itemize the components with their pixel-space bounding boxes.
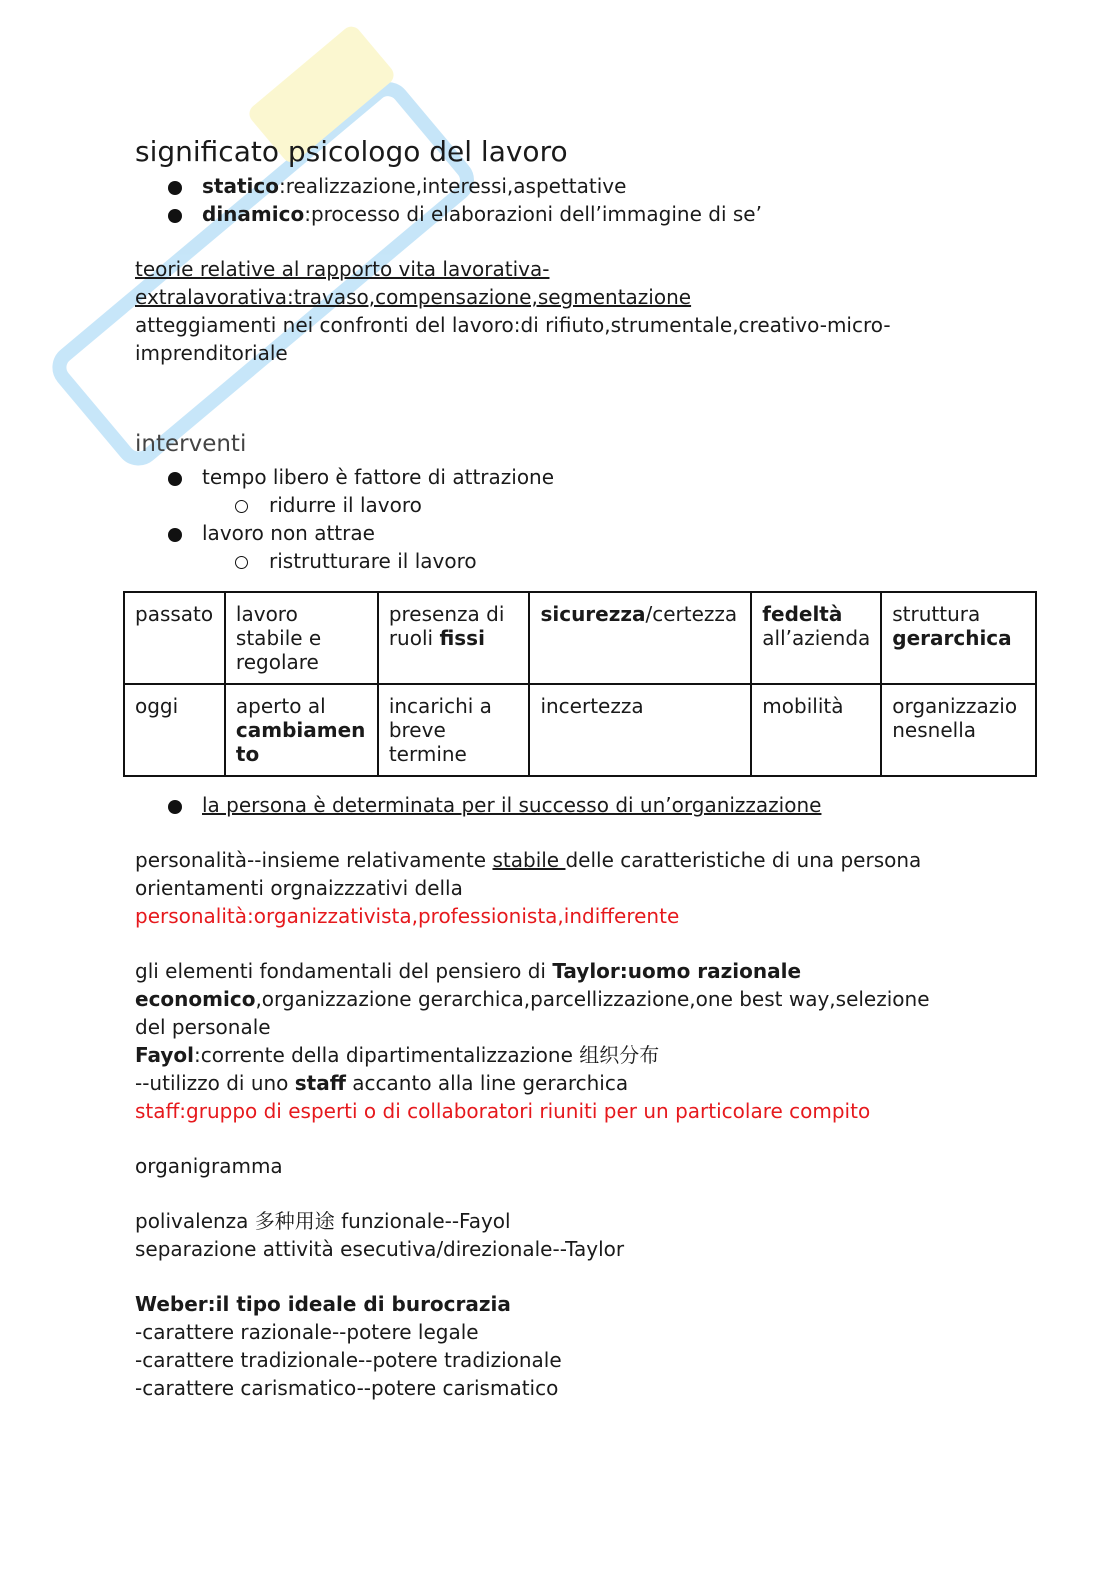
sub-list-item: ridurre il lavoro (135, 491, 1015, 519)
table-cell: oggi (124, 684, 225, 776)
attitudes-line: atteggiamenti nei confronti del lavoro:di rifiuto,strumentale,creativo-micro- (135, 313, 891, 337)
list-item: tempo libero è fattore di attrazione (135, 463, 1015, 491)
table-cell: presenza di ruoli fissi (378, 592, 530, 684)
theories-line: teorie relative al rapporto vita lavorativa- (135, 257, 550, 281)
table-cell: struttura gerarchica (881, 592, 1036, 684)
list-item: statico:realizzazione,interessi,aspettative (135, 172, 1015, 200)
bullet-icon (168, 800, 182, 814)
table-cell: incarichi a breve termine (378, 684, 530, 776)
list-item: dinamico:processo di elaborazioni dell’immagine di se’ (135, 200, 1015, 228)
taylor-line: gli elementi fondamentali del pensiero di Taylor:uomo razionale (135, 959, 802, 983)
personality-line: orientamenti orgnaizzzativi della (135, 876, 463, 900)
table-row (124, 592, 1036, 684)
sub-list-item: ristrutturare il lavoro (135, 547, 1015, 575)
table-cell: passato (124, 592, 225, 684)
table-cell: lavoro stabile e regolare (225, 592, 378, 684)
personality-line: personalità--insieme relativamente stabile delle caratteristiche di una persona (135, 848, 922, 872)
table-cell: mobilità (751, 684, 881, 776)
bullet-icon (168, 528, 182, 542)
organigramma-line: organigramma (135, 1154, 283, 1178)
taylor-line: economico,organizzazione gerarchica,parcellizzazione,one best way,selezione (135, 987, 930, 1011)
taylor-line: del personale (135, 1015, 271, 1039)
staff-definition: staff:gruppo di esperti o di collaboratori riuniti per un particolare compito (135, 1099, 871, 1123)
fayol-line: --utilizzo di uno staff accanto alla line gerarchica (135, 1071, 629, 1095)
poly-line: separazione attività esecutiva/direzionale--Taylor (135, 1237, 625, 1261)
bullet-icon (168, 209, 182, 223)
section-heading-interventi: interventi (135, 431, 247, 457)
poly-line: polivalenza 多种用途 funzionale--Fayol (135, 1209, 511, 1233)
weber-line: -carattere razionale--potere legale (135, 1320, 479, 1344)
list-item: lavoro non attrae (135, 519, 1015, 547)
table-cell: fedeltà all’azienda (751, 592, 881, 684)
page-title: significato psicologo del lavoro (135, 135, 568, 168)
weber-title: Weber:il tipo ideale di burocrazia (135, 1292, 511, 1316)
table-cell: aperto al cambiamen to (225, 684, 378, 776)
weber-line: -carattere carismatico--potere carismatico (135, 1376, 559, 1400)
bullet-icon (168, 181, 182, 195)
document-content (135, 132, 1018, 1402)
fayol-line: Fayol:corrente della dipartimentalizzazione 组织分布 (135, 1043, 660, 1067)
list-item: la persona è determinata per il successo di un’organizzazione (135, 791, 1015, 819)
circle-bullet-icon (235, 500, 248, 513)
table-cell: organizzazio nesnella (881, 684, 1036, 776)
table-row (124, 684, 1036, 776)
comparison-table (123, 591, 1037, 777)
attitudes-line: imprenditoriale (135, 341, 288, 365)
circle-bullet-icon (235, 556, 248, 569)
theories-line: extralavorativa:travaso,compensazione,segmentazione (135, 285, 692, 309)
weber-line: -carattere tradizionale--potere tradizionale (135, 1348, 562, 1372)
table-cell: incertezza (529, 684, 751, 776)
table-cell: sicurezza/certezza (529, 592, 751, 684)
bullet-icon (168, 472, 182, 486)
personality-types: personalità:organizzativista,professionista,indifferente (135, 904, 680, 928)
